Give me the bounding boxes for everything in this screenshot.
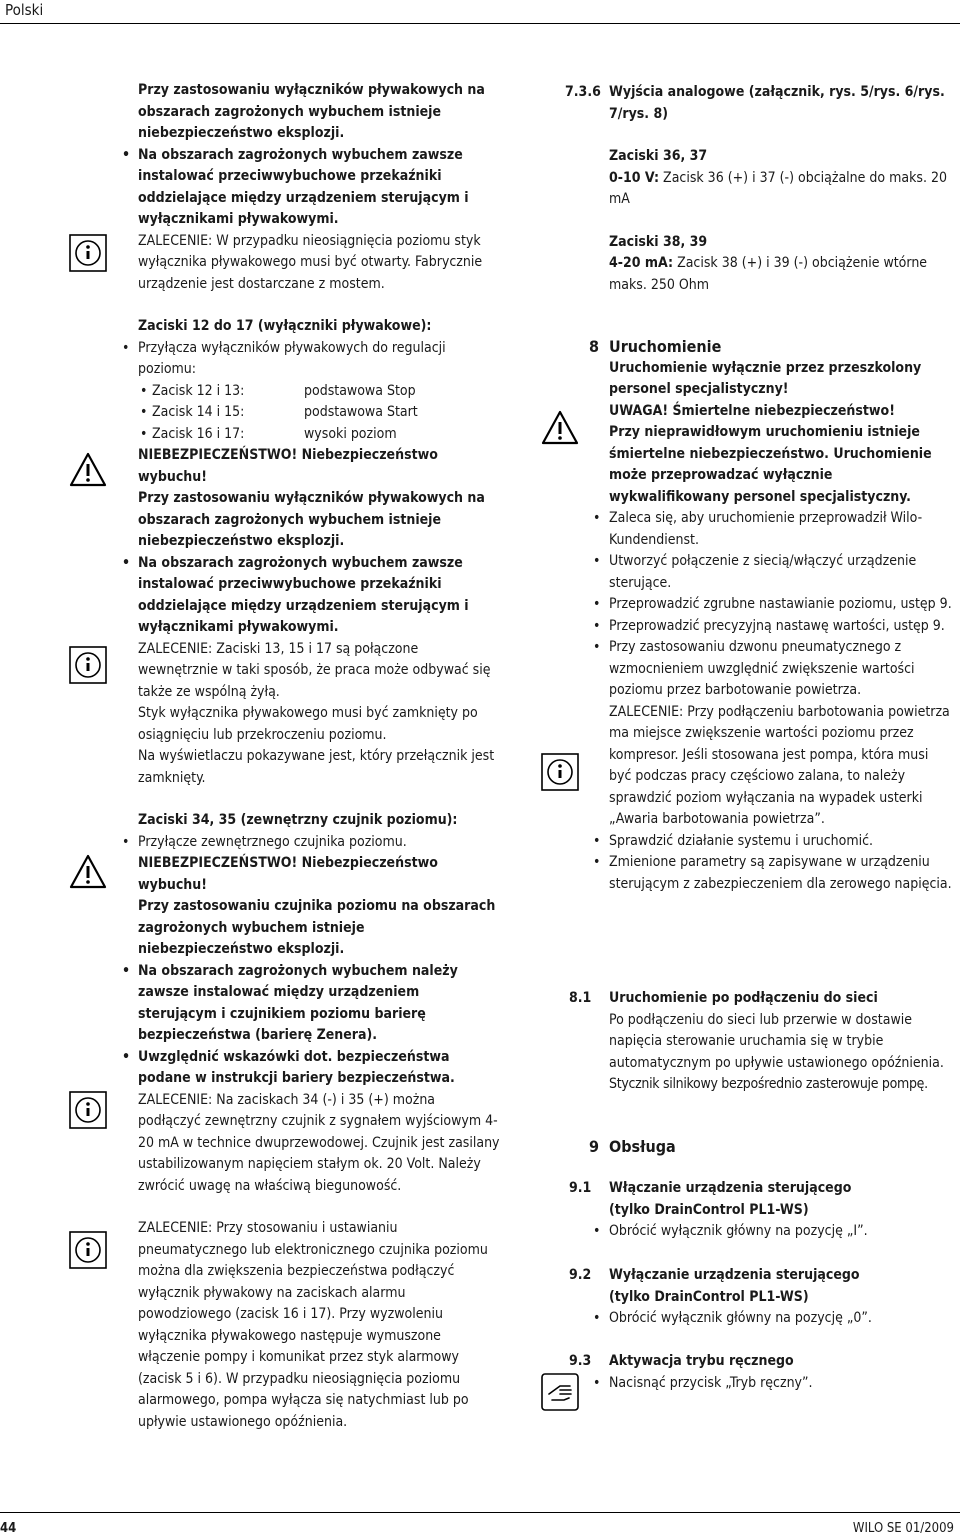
info-icon <box>68 645 108 685</box>
footer-brand: WILO SE 01/2009 <box>852 1521 954 1536</box>
section-heading: Uruchomienie po podłączeniu do sieci <box>609 990 878 1006</box>
section-number: 8.1 <box>569 990 592 1006</box>
warning-heading: UWAGA! Śmiertelne niebezpieczeństwo! <box>609 402 895 419</box>
bullet-item: • Na obszarach zagrożonych wybuchem należy zawsze instalować między urządzeniem sterującym i czujnikiem poziomu barierę bezpieczeństwa (barierę Zenera). <box>138 961 500 1047</box>
section-heading: Wyłączanie urządzenia sterującego (tylko DrainControl PL1-WS) <box>609 1267 860 1305</box>
section-title: Obsługa <box>609 1137 676 1156</box>
section-heading: Zaciski 12 do 17 (wyłączniki pływakowe): <box>138 318 432 334</box>
terminal-item: • Zacisk 12 i 13: podstawowa Stop <box>152 381 500 403</box>
section-9 <box>609 1136 954 1158</box>
list-item: • Obrócić wyłącznik główny na pozycję „0”. <box>609 1308 889 1330</box>
page-number: 44 <box>0 1521 17 1536</box>
note-text: ZALECENIE: W przypadku nieosiągnięcia poziomu styk wyłącznika pływakowego musi być otwarty. Fabrycznie urządzenie jest dostarczane z mostem. <box>138 232 483 292</box>
section-9-2 <box>609 1265 889 1330</box>
list-item: • Zaleca się, aby uruchomienie przeprowadził Wilo-Kundendienst. <box>609 508 954 551</box>
info-icon <box>68 1090 108 1130</box>
warning-text: Uruchomienie wyłącznie przez przeszkolony personel specjalistyczny! <box>609 359 922 397</box>
footer-rule <box>0 1512 960 1513</box>
header-rule <box>0 23 960 24</box>
warning-icon <box>68 852 108 892</box>
language-bar <box>0 0 960 22</box>
section-heading: Zaciski 34, 35 (zewnętrzny czujnik poziomu): <box>138 812 458 828</box>
list-item: • Przeprowadzić precyzyjną nastawę wartości, ustęp 9. <box>609 616 954 638</box>
bullet-item: • Przyłącze zewnętrznego czujnika poziomu. <box>138 832 500 854</box>
left-column <box>138 80 500 1433</box>
bullet-item: • Uwzględnić wskazówki dot. bezpieczeństwa podane w instrukcji bariery bezpieczeństwa. <box>138 1047 500 1090</box>
page-footer <box>0 1512 960 1535</box>
list-item: • Przeprowadzić zgrubne nastawianie poziomu, ustęp 9. <box>609 594 954 616</box>
terminal-heading: Zaciski 38, 39 <box>609 233 708 250</box>
section-number: 7.3.6 <box>565 84 601 100</box>
section-number: 9.3 <box>569 1353 592 1369</box>
warning-text: Przy nieprawidłowym uruchomieniu istnieje śmiertelne niebezpieczeństwo. Uruchomienie może przeprowadzać wyłącznie wykwalifikowany personel specjalistyczny. <box>609 424 932 505</box>
section-number: 9.1 <box>569 1180 592 1196</box>
info-icon <box>68 1230 108 1270</box>
note-text: ZALECENIE: Na zaciskach 34 (-) i 35 (+) można podłączyć zewnętrzny czujnik z sygnałem wyjściowym 4-20 mA w technice dwuprzewodowej. Czujnik jest zasilany ustabilizowanym napięciem stałym ok. 20 Volt. Należy zwrócić uwagę na właściwą biegunowość. <box>138 1091 500 1194</box>
body-text: Stycznik silnikowy bezpośrednio zasterowuje pompę. <box>609 1076 928 1092</box>
note-text: ZALECENIE: Zaciski 13, 15 i 17 są połączone wewnętrznie w taki sposób, że praca może odbywać się także ze wspólną żyłą. <box>138 640 491 700</box>
section-8-1 <box>609 988 959 1096</box>
list-item: • Sprawdzić działanie systemu i uruchomić. <box>609 831 954 853</box>
warning-icon <box>68 450 108 490</box>
note-text: ZALECENIE: Przy stosowaniu i ustawianiu pneumatycznego lub elektronicznego czujnika poziomu można dla zwiększenia bezpieczeństwa podłączyć wyłącznik pływakowy na zaciskach alarmu powodziowego (zacisk 16 i 17). Przy wyzwoleniu wyłącznika pływakowego następuje wymuszone włączenie pompy i komunikat przez styk alarmowy (zacisk 5 i 6). W przypadku nieosiągnięcia poziomu alarmowego, pompa wyłącza się natychmiast lub po upływie ustawionego opóźnienia. <box>138 1220 488 1430</box>
warning-icon <box>540 408 580 448</box>
section-8 <box>609 336 954 895</box>
terminal-spec: 4-20 mA: Zacisk 38 (+) i 39 (-) obciążenie wtórne maks. 250 Ohm <box>609 255 928 293</box>
section-number: 8 <box>589 337 600 356</box>
danger-text: Przy zastosowaniu czujnika poziomu na obszarach zagrożonych wybuchem istnieje niebezpieczeństwo eksplozji. <box>138 898 496 957</box>
list-item: • Obrócić wyłącznik główny na pozycję „I”. <box>609 1221 889 1243</box>
section-number: 9 <box>589 1137 600 1156</box>
bullet-item: • Na obszarach zagrożonych wybuchem zawsze instalować przeciwwybuchowe przekaźniki oddzielające między urządzeniem sterującym i wyłącznikami pływakowymi. <box>138 145 500 231</box>
bullet-item: • Przyłącza wyłączników pływakowych do regulacji poziomu: <box>138 338 500 381</box>
list-item: • Przy zastosowaniu dzwonu pneumatycznego z wzmocnieniem uwzględnić zwiększenie wartości poziomu przez barbotowanie powietrza. <box>609 637 954 702</box>
section-heading: Włączanie urządzenia sterującego (tylko DrainControl PL1-WS) <box>609 1180 852 1218</box>
info-icon <box>68 233 108 273</box>
danger-heading: NIEBEZPIECZEŃSTWO! Niebezpieczeństwo wybuchu! <box>138 855 438 893</box>
section-9-1 <box>609 1178 889 1243</box>
note-text: Styk wyłącznika pływakowego musi być zamknięty po osiągnięciu lub przekroczeniu poziomu. <box>138 705 478 743</box>
note-text: Na wyświetlaczu pokazywane jest, który przełącznik jest zamknięty. <box>138 748 495 786</box>
right-column <box>609 82 954 296</box>
section-number: 9.2 <box>569 1267 592 1283</box>
body-text: Po podłączeniu do sieci lub przerwie w dostawie napięcia sterowanie uruchamia się w trybie automatycznym po upływie ustawionego opóźnienia. <box>609 1011 944 1071</box>
section-9-3 <box>609 1351 954 1394</box>
terminal-item: • Zacisk 16 i 17: wysoki poziom <box>152 424 500 446</box>
info-icon <box>540 752 580 792</box>
danger-heading: NIEBEZPIECZEŃSTWO! Niebezpieczeństwo wybuchu! <box>138 447 438 485</box>
hand-press-icon <box>540 1372 580 1412</box>
terminal-list <box>152 381 500 446</box>
section-heading: Wyjścia analogowe (załącznik, rys. 5/rys. 6/rys. 7/rys. 8) <box>609 84 945 122</box>
language-label: Polski <box>5 1 44 19</box>
terminal-spec: 0-10 V: Zacisk 36 (+) i 37 (-) obciążalne do maks. 20 mA <box>609 169 947 207</box>
danger-text: Przy zastosowaniu wyłączników pływakowych na obszarach zagrożonych wybuchem istnieje niebezpieczeństwo eksplozji. <box>138 82 485 141</box>
note-text: ZALECENIE: Przy podłączeniu barbotowania powietrza ma miejsce zwiększenie wartości poziomu przez kompresor. Jeśli stosowana jest pompa, która musi być podczas pracy częściowo zalana, to należy sprawdzić poziom wyłączania na wypadek usterki „Awaria barbotowania powietrza”. <box>609 703 950 827</box>
terminal-item: • Zacisk 14 i 15: podstawowa Start <box>152 402 500 424</box>
list-item: • Nacisnąć przycisk „Tryb ręczny”. <box>609 1373 954 1395</box>
section-heading: Aktywacja trybu ręcznego <box>609 1353 794 1369</box>
terminal-heading: Zaciski 36, 37 <box>609 148 708 164</box>
danger-text: Przy zastosowaniu wyłączników pływakowych na obszarach zagrożonych wybuchem istnieje niebezpieczeństwo eksplozji. <box>138 490 485 549</box>
bullet-item: • Na obszarach zagrożonych wybuchem zawsze instalować przeciwwybuchowe przekaźniki oddzielające między urządzeniem sterującym i wyłącznikami pływakowymi. <box>138 553 500 639</box>
list-item: • Zmienione parametry są zapisywane w urządzeniu sterującym z zabezpieczeniem dla zerowego napięcia. <box>609 852 954 895</box>
list-item: • Utworzyć połączenie z siecią/włączyć urządzenie sterujące. <box>609 551 954 594</box>
section-title: Uruchomienie <box>609 337 722 356</box>
